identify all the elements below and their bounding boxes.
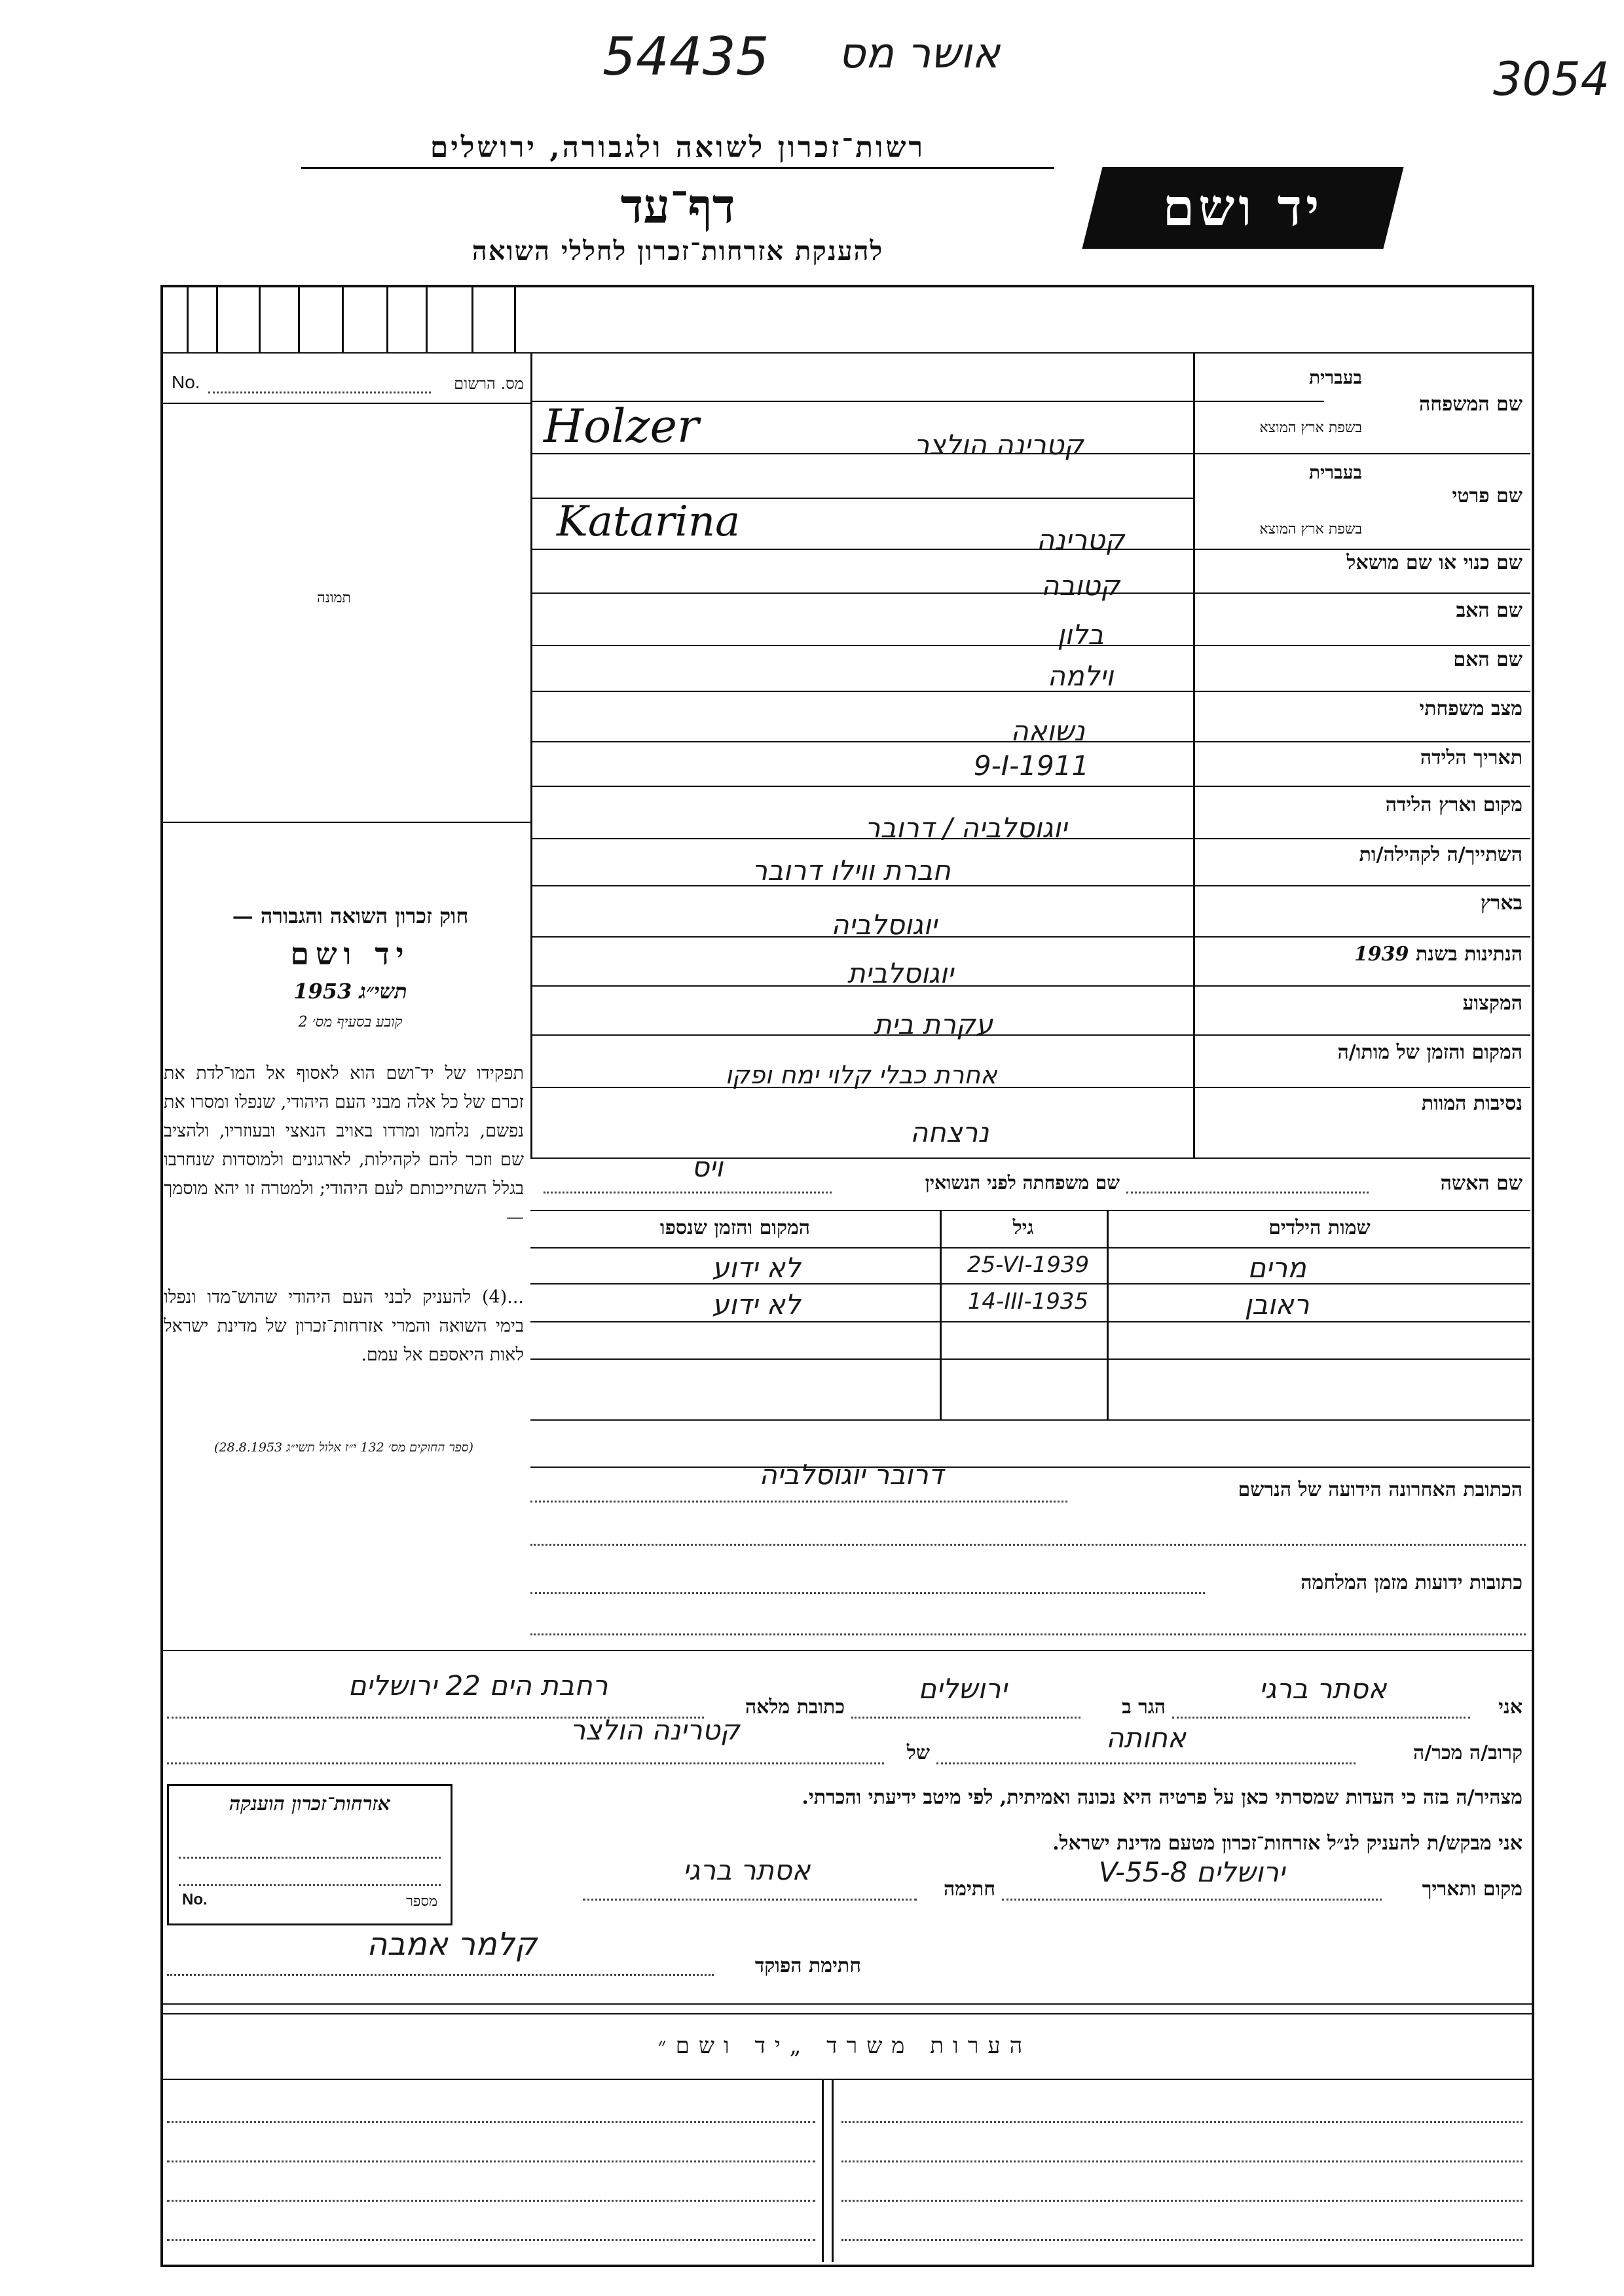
citizenship-number-label: מספר	[406, 1893, 437, 1910]
last-address-value: דרובר יוגוסלביה	[759, 1459, 944, 1491]
full-address-value: רחבת הים 22 ירושלים	[348, 1669, 608, 1702]
citizenship-granted-box	[167, 1784, 452, 1925]
profession-label: המקצוע	[1462, 992, 1522, 1015]
relative-value: אחותה	[1105, 1722, 1186, 1754]
birthplace-value: יוגוסלביה / דרובר	[864, 812, 1067, 844]
citizenship-label: הנתינות בשנת	[1415, 943, 1522, 966]
country-value: יוגוסלביה	[831, 909, 937, 941]
office-notes-title: הערות משרד „יד ושם״	[657, 2033, 1032, 2059]
yad-vashem-logo	[1082, 167, 1403, 249]
firstname-latin-value: Katarina	[557, 498, 741, 546]
firstname-in-hebrew-label: בעברית	[1308, 462, 1362, 483]
place-date-value: ירושלים 8-V-55	[1098, 1856, 1285, 1888]
spouse-maiden-label: שם משפחתה לפני הנשואין	[925, 1172, 1120, 1194]
law-year: תשי״ג 1953	[293, 979, 407, 1004]
law-section: קובע בסעיף מס׳ 2	[298, 1014, 403, 1030]
country-label: בארץ	[1480, 892, 1522, 915]
handwritten-file-number: 54435	[602, 26, 769, 87]
resides-value: ירושלים	[918, 1673, 1007, 1705]
birthdate-value: 9-I-1911	[973, 750, 1090, 782]
children-place-header: המקום והזמן שנספו	[659, 1216, 811, 1239]
nickname-label: שם כנוי או שם מושאל	[1346, 551, 1522, 574]
child-age: 25-VI-1939	[967, 1252, 1090, 1278]
officer-signature-label: חתימת הפוקד	[754, 1954, 861, 1977]
photo-label: תמונה	[317, 590, 351, 606]
surname-in-hebrew-label: בעברית	[1308, 367, 1362, 388]
death-place-label: המקום והזמן של מותו/ה	[1337, 1041, 1522, 1064]
surname-latin-value: Holzer	[544, 399, 699, 453]
full-address-label: כתובת מלאה	[745, 1696, 845, 1719]
registry-number-label: מס. הרשום	[454, 374, 524, 393]
death-circumstances-value: נרצחה	[910, 1116, 989, 1148]
law-title: חוק זכרון השואה והגבורה —	[232, 903, 469, 928]
father-label: שם האב	[1456, 599, 1522, 622]
law-paragraph-2: ...(4) להעניק לבני העם היהודי שהוש־מדו ונפלו בימי השואה והמרי אזרחות־זכרון של מדינת ישראל לאות היאספם אל עמם.	[164, 1287, 524, 1365]
marital-value: נשואה	[1010, 715, 1085, 747]
law-paragraph-1: תפקידו של יד־ושם הוא לאסוף אל המו־לדת את זכרם של כל אלה מבני העם היהודי, שנפלו ומסרו את נפשם, נלחמו ומרדו באויב הנאצי ובעוזריו, ולהציב שם וזכר להם לקהילות, לארגונים ולמוסדות שנחרבו בגלל השתייכותם לעם היהודי; ולמטרה זו יהא מוסמך —	[164, 1063, 524, 1228]
declaration-statement: מצהיר/ה בזה כי העדות שמסרתי כאן על פרטיה היא נכונה ואמיתית, לפי מיטב ידיעתי והכרתי.	[802, 1786, 1522, 1809]
surname-hebrew-value: קטרינה הולצר	[913, 429, 1084, 461]
community-value: חברת ווילו דרובר	[752, 854, 951, 886]
child-name: ראובן	[1244, 1288, 1310, 1321]
law-name: יד ושם	[290, 936, 411, 972]
surname-label: שם המשפחה	[1418, 393, 1522, 416]
citizenship-no-label: No.	[182, 1891, 208, 1908]
logo-text: יד ושם	[1162, 178, 1323, 238]
handwritten-corner-number: 3054	[1493, 52, 1610, 106]
of-label: של	[906, 1741, 930, 1764]
citizenship-value: יוגוסלבית	[847, 957, 953, 989]
child-name: מרים	[1247, 1252, 1306, 1284]
spouse-label: שם האשה	[1440, 1172, 1522, 1195]
nickname-value: קטובה	[1041, 570, 1120, 602]
handwritten-approval-note: אושר מס	[838, 29, 1001, 78]
law-source: (ספר החוקים מס׳ 132 י״ז אלול תשי״ג 28.8.1953)	[214, 1440, 473, 1455]
death-circumstances-label: נסיבות המוות	[1421, 1092, 1522, 1115]
firstname-origin-lang-label: בשפת ארץ המוצא	[1259, 521, 1362, 538]
spouse-maiden-value: ויס	[691, 1151, 724, 1183]
surname-origin-lang-label: בשפת ארץ המוצא	[1259, 420, 1362, 436]
war-address-label: כתובות ידועות מזמן המלחמה	[1301, 1571, 1522, 1594]
declarant-value: אסתר ברגי	[1259, 1673, 1387, 1705]
firstname-hebrew-value: קטרינה	[1036, 524, 1125, 556]
authority-title: רשות־זכרון לשואה ולגבורה, ירושלים	[301, 131, 1054, 169]
birthdate-label: תאריך הלידה	[1420, 746, 1522, 769]
relative-label: קרוב/ה מכר/ה	[1413, 1741, 1522, 1764]
of-value: קטרינה הולצר	[570, 1714, 740, 1746]
mother-value: וילמה	[1047, 660, 1114, 692]
registry-no-label: No.	[172, 372, 200, 392]
officer-signature-value: קלמר אמבה	[366, 1926, 538, 1963]
death-place-value: אחרת כבלי קלוי ימח ופקו	[725, 1061, 997, 1089]
citizenship-year-label	[1198, 943, 1522, 966]
father-value: בלון	[1057, 619, 1104, 651]
child-age: 14-III-1935	[967, 1288, 1089, 1315]
birthplace-label: מקום וארץ הלידה	[1385, 793, 1522, 816]
last-address-label: הכתובת האחרונה הידועה של הנרשם	[1238, 1478, 1522, 1501]
children-age-header: גיל	[1012, 1216, 1034, 1239]
children-names-header: שמות הילדים	[1268, 1216, 1371, 1239]
form-subtitle: להענקת אזרחות־זכרון לחללי השואה	[471, 236, 884, 266]
child-death-place: לא ידוע	[712, 1288, 801, 1321]
form-title: דף־עד	[620, 178, 735, 234]
signature-value: אסתר ברגי	[682, 1854, 811, 1886]
signature-label: חתימה	[944, 1878, 995, 1901]
table-row	[530, 1252, 1530, 1291]
citizenship-year: 1939	[1354, 943, 1409, 966]
firstname-label: שם פרטי	[1452, 484, 1522, 507]
community-label: השתייך/ה לקהילה/ות	[1359, 843, 1522, 866]
resides-label: הגר ב	[1122, 1696, 1166, 1719]
declarant-label: אני	[1498, 1696, 1522, 1719]
mother-label: שם האם	[1453, 648, 1522, 671]
request-statement: אני מבקש/ת להעניק לנ״ל אזרחות־זכרון מטעם מדינת ישראל.	[1052, 1832, 1522, 1855]
place-date-label: מקום ותאריך	[1422, 1878, 1522, 1901]
citizenship-granted-title: אזרחות־זכרון הוענקה	[229, 1793, 391, 1815]
child-death-place: לא ידוע	[712, 1252, 801, 1284]
marital-label: מצב משפחתי	[1419, 697, 1522, 720]
profession-value: עקרת בית	[873, 1008, 993, 1040]
